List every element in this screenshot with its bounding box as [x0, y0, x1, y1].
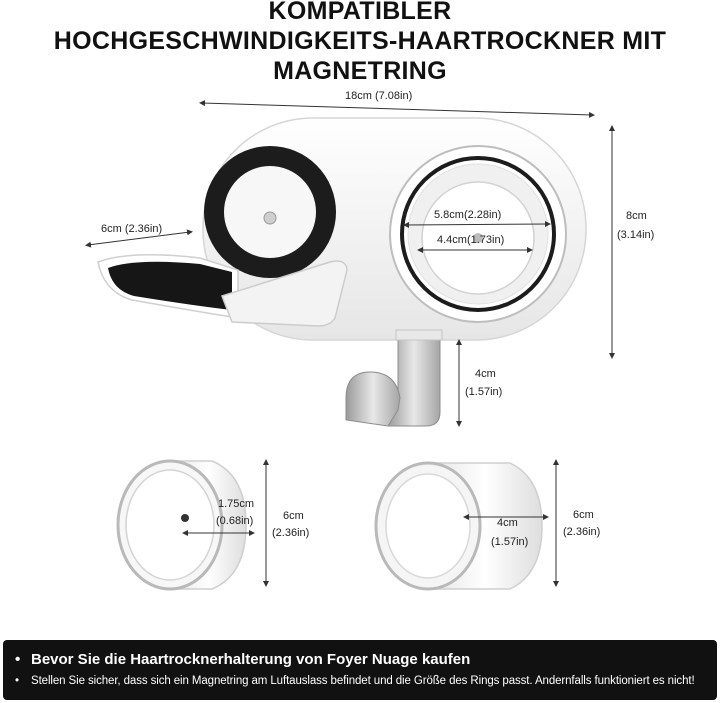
dim-main-height-cm: 8cm	[626, 210, 647, 222]
dim-shelf-depth: 6cm (2.36in)	[101, 223, 163, 235]
notice-bar	[3, 640, 717, 700]
dim-ring2-inner-in: (1.57in)	[491, 536, 529, 548]
dim-ring1-inner-cm: 1.75cm	[218, 498, 255, 510]
metal-hook	[346, 330, 442, 426]
dim-ring2-height-cm: 6cm	[573, 509, 594, 521]
dim-main-height-in: (3.14in)	[617, 229, 655, 241]
title-line-3: MAGNETRING	[273, 57, 447, 85]
title-line-2: HOCHGESCHWINDIGKEITS-HAARTROCKNER MIT	[53, 27, 667, 55]
dim-hook-cm: 4cm	[475, 368, 496, 380]
notice-line-1-text: Bevor Sie die Haartrocknerhalterung von Foyer Nuage kaufen	[31, 651, 471, 668]
dim-ring1-height-cm: 6cm	[283, 510, 304, 522]
notice-line-2-text: Stellen Sie sicher, dass sich ein Magnetring am Luftauslass befindet und die Größe des Rings passt. Andernfalls funktioniert es nicht!	[31, 675, 695, 687]
dim-ring-inner: 4.4cm(1.73in)	[437, 234, 505, 246]
dim-ring2-height-in: (2.36in)	[563, 526, 601, 538]
title-line-1: KOMPATIBLER	[268, 0, 452, 25]
notice-line-2	[15, 675, 695, 687]
bullet-2: •	[15, 675, 19, 687]
dim-ring1-height-in: (2.36in)	[272, 527, 310, 539]
bullet-1: •	[15, 651, 21, 668]
dim-hook-in: (1.57in)	[465, 386, 503, 398]
notice-line-1	[15, 651, 471, 668]
dim-total-width: 18cm (7.08in)	[345, 90, 413, 102]
dim-ring2-inner-cm: 4cm	[497, 517, 518, 529]
dim-ring1-inner-in: (0.68in)	[216, 515, 254, 527]
dim-ring-outer: 5.8cm(2.28in)	[434, 209, 502, 221]
